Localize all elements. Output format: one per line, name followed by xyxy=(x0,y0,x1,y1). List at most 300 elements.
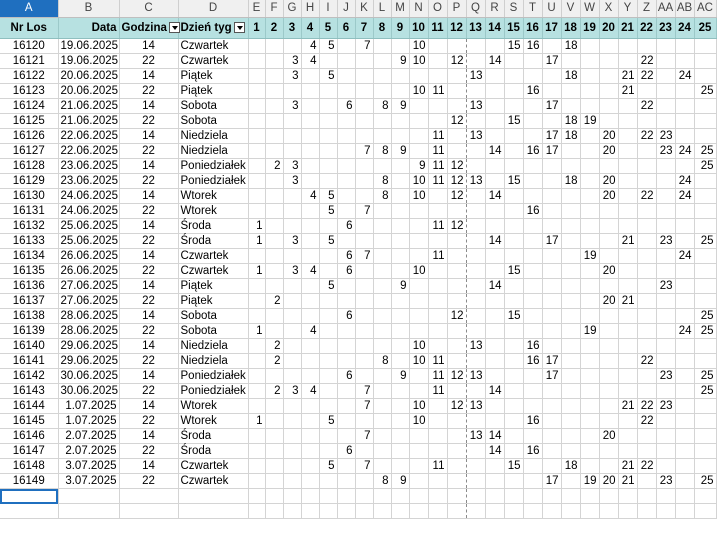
date-cell[interactable]: 2.07.2025 xyxy=(58,444,119,459)
number-cell[interactable] xyxy=(675,204,694,219)
number-cell[interactable] xyxy=(283,294,301,309)
number-cell[interactable] xyxy=(409,279,428,294)
number-cell[interactable] xyxy=(656,84,675,99)
number-cell[interactable] xyxy=(265,129,283,144)
number-cell[interactable] xyxy=(675,429,694,444)
number-cell[interactable] xyxy=(391,294,409,309)
number-cell[interactable]: 8 xyxy=(373,174,391,189)
number-cell[interactable]: 17 xyxy=(542,474,561,489)
number-cell[interactable] xyxy=(319,219,337,234)
number-cell[interactable] xyxy=(248,369,265,384)
number-cell[interactable]: 25 xyxy=(694,369,716,384)
number-cell[interactable] xyxy=(265,474,283,489)
number-cell[interactable]: 2 xyxy=(265,159,283,174)
number-cell[interactable] xyxy=(409,249,428,264)
weekday-cell[interactable]: Poniedziałek xyxy=(178,369,248,384)
number-cell[interactable]: 6 xyxy=(337,249,355,264)
number-cell[interactable] xyxy=(409,129,428,144)
number-cell[interactable] xyxy=(542,69,561,84)
number-cell[interactable] xyxy=(265,264,283,279)
date-cell[interactable]: 2.07.2025 xyxy=(58,429,119,444)
number-cell[interactable] xyxy=(337,429,355,444)
number-cell[interactable]: 11 xyxy=(428,369,447,384)
weekday-cell[interactable]: Niedziela xyxy=(178,354,248,369)
hour-cell[interactable]: 22 xyxy=(119,324,178,339)
number-cell[interactable] xyxy=(265,174,283,189)
number-cell[interactable]: 11 xyxy=(428,144,447,159)
number-cell[interactable]: 23 xyxy=(656,369,675,384)
number-cell[interactable] xyxy=(447,294,466,309)
number-cell[interactable] xyxy=(319,84,337,99)
header-cell-4[interactable] xyxy=(301,18,319,39)
number-cell[interactable] xyxy=(561,234,580,249)
number-cell[interactable]: 13 xyxy=(466,129,485,144)
number-cell[interactable] xyxy=(599,459,618,474)
number-cell[interactable] xyxy=(265,444,283,459)
number-cell[interactable] xyxy=(599,249,618,264)
number-cell[interactable] xyxy=(637,114,656,129)
number-cell[interactable]: 8 xyxy=(373,189,391,204)
number-cell[interactable] xyxy=(656,114,675,129)
number-cell[interactable]: 17 xyxy=(542,54,561,69)
number-cell[interactable] xyxy=(337,354,355,369)
number-cell[interactable] xyxy=(409,114,428,129)
number-cell[interactable] xyxy=(637,324,656,339)
number-cell[interactable]: 21 xyxy=(618,459,637,474)
nr-los-cell[interactable]: 16132 xyxy=(0,219,58,234)
number-cell[interactable] xyxy=(391,129,409,144)
filter-dropdown-icon[interactable] xyxy=(234,22,245,33)
empty-cell[interactable] xyxy=(265,489,283,504)
number-cell[interactable] xyxy=(447,339,466,354)
empty-cell[interactable] xyxy=(58,489,119,504)
header-cell-godzina[interactable] xyxy=(119,18,178,39)
number-cell[interactable] xyxy=(675,84,694,99)
empty-cell[interactable] xyxy=(466,489,485,504)
number-cell[interactable]: 20 xyxy=(599,129,618,144)
number-cell[interactable] xyxy=(485,114,504,129)
date-cell[interactable]: 20.06.2025 xyxy=(58,69,119,84)
number-cell[interactable]: 15 xyxy=(504,309,523,324)
empty-cell[interactable] xyxy=(301,504,319,519)
number-cell[interactable] xyxy=(466,54,485,69)
number-cell[interactable] xyxy=(447,249,466,264)
number-cell[interactable]: 9 xyxy=(391,99,409,114)
weekday-cell[interactable]: Sobota xyxy=(178,99,248,114)
number-cell[interactable] xyxy=(561,189,580,204)
number-cell[interactable]: 10 xyxy=(409,189,428,204)
empty-cell[interactable] xyxy=(656,504,675,519)
number-cell[interactable] xyxy=(428,414,447,429)
number-cell[interactable]: 13 xyxy=(466,369,485,384)
nr-los-cell[interactable]: 16128 xyxy=(0,159,58,174)
number-cell[interactable] xyxy=(504,279,523,294)
number-cell[interactable] xyxy=(355,129,373,144)
date-cell[interactable]: 3.07.2025 xyxy=(58,474,119,489)
number-cell[interactable] xyxy=(337,174,355,189)
number-cell[interactable] xyxy=(504,144,523,159)
number-cell[interactable]: 21 xyxy=(618,234,637,249)
header-cell-16[interactable] xyxy=(523,18,542,39)
number-cell[interactable]: 23 xyxy=(656,234,675,249)
number-cell[interactable] xyxy=(355,264,373,279)
number-cell[interactable] xyxy=(694,54,716,69)
number-cell[interactable] xyxy=(637,444,656,459)
number-cell[interactable] xyxy=(599,54,618,69)
hour-cell[interactable]: 22 xyxy=(119,264,178,279)
number-cell[interactable] xyxy=(391,189,409,204)
number-cell[interactable]: 4 xyxy=(301,54,319,69)
number-cell[interactable] xyxy=(391,384,409,399)
number-cell[interactable]: 16 xyxy=(523,444,542,459)
number-cell[interactable] xyxy=(504,84,523,99)
number-cell[interactable]: 17 xyxy=(542,144,561,159)
hour-cell[interactable]: 22 xyxy=(119,294,178,309)
number-cell[interactable] xyxy=(599,84,618,99)
number-cell[interactable] xyxy=(561,54,580,69)
number-cell[interactable]: 6 xyxy=(337,309,355,324)
number-cell[interactable]: 10 xyxy=(409,399,428,414)
number-cell[interactable]: 15 xyxy=(504,114,523,129)
header-cell-5[interactable] xyxy=(319,18,337,39)
number-cell[interactable] xyxy=(523,174,542,189)
number-cell[interactable] xyxy=(391,174,409,189)
hour-cell[interactable]: 22 xyxy=(119,444,178,459)
number-cell[interactable] xyxy=(618,324,637,339)
date-cell[interactable]: 21.06.2025 xyxy=(58,99,119,114)
number-cell[interactable] xyxy=(248,54,265,69)
number-cell[interactable]: 8 xyxy=(373,144,391,159)
number-cell[interactable] xyxy=(675,54,694,69)
number-cell[interactable] xyxy=(409,309,428,324)
number-cell[interactable] xyxy=(391,204,409,219)
number-cell[interactable] xyxy=(542,279,561,294)
number-cell[interactable]: 17 xyxy=(542,369,561,384)
number-cell[interactable] xyxy=(523,429,542,444)
empty-cell[interactable] xyxy=(675,504,694,519)
column-header-b[interactable]: B xyxy=(58,0,119,18)
number-cell[interactable] xyxy=(637,384,656,399)
number-cell[interactable] xyxy=(248,474,265,489)
number-cell[interactable] xyxy=(283,444,301,459)
number-cell[interactable]: 9 xyxy=(391,279,409,294)
number-cell[interactable] xyxy=(561,339,580,354)
number-cell[interactable] xyxy=(391,339,409,354)
number-cell[interactable]: 15 xyxy=(504,39,523,54)
number-cell[interactable] xyxy=(580,309,599,324)
number-cell[interactable] xyxy=(265,459,283,474)
hour-cell[interactable]: 14 xyxy=(119,429,178,444)
number-cell[interactable] xyxy=(409,429,428,444)
number-cell[interactable] xyxy=(580,234,599,249)
number-cell[interactable] xyxy=(409,384,428,399)
number-cell[interactable]: 24 xyxy=(675,324,694,339)
number-cell[interactable] xyxy=(504,69,523,84)
number-cell[interactable] xyxy=(504,249,523,264)
empty-cell[interactable] xyxy=(409,504,428,519)
number-cell[interactable] xyxy=(675,384,694,399)
number-cell[interactable] xyxy=(355,354,373,369)
number-cell[interactable] xyxy=(485,459,504,474)
weekday-cell[interactable]: Czwartek xyxy=(178,39,248,54)
nr-los-cell[interactable]: 16138 xyxy=(0,309,58,324)
number-cell[interactable]: 14 xyxy=(485,429,504,444)
header-cell-11[interactable] xyxy=(428,18,447,39)
number-cell[interactable] xyxy=(561,159,580,174)
number-cell[interactable] xyxy=(301,129,319,144)
number-cell[interactable] xyxy=(428,339,447,354)
number-cell[interactable] xyxy=(301,444,319,459)
number-cell[interactable]: 24 xyxy=(675,249,694,264)
number-cell[interactable]: 16 xyxy=(523,84,542,99)
number-cell[interactable]: 12 xyxy=(447,54,466,69)
column-header-aa[interactable]: AA xyxy=(656,0,675,18)
number-cell[interactable] xyxy=(542,189,561,204)
number-cell[interactable]: 22 xyxy=(637,99,656,114)
date-cell[interactable]: 29.06.2025 xyxy=(58,354,119,369)
number-cell[interactable] xyxy=(337,414,355,429)
weekday-cell[interactable]: Piątek xyxy=(178,294,248,309)
number-cell[interactable] xyxy=(391,354,409,369)
number-cell[interactable] xyxy=(391,69,409,84)
number-cell[interactable]: 12 xyxy=(447,114,466,129)
number-cell[interactable]: 3 xyxy=(283,99,301,114)
number-cell[interactable] xyxy=(618,144,637,159)
number-cell[interactable] xyxy=(447,99,466,114)
number-cell[interactable] xyxy=(504,444,523,459)
empty-cell[interactable] xyxy=(542,489,561,504)
empty-cell[interactable] xyxy=(542,504,561,519)
number-cell[interactable] xyxy=(504,129,523,144)
weekday-cell[interactable]: Wtorek xyxy=(178,399,248,414)
number-cell[interactable] xyxy=(301,99,319,114)
number-cell[interactable]: 5 xyxy=(319,189,337,204)
number-cell[interactable] xyxy=(656,189,675,204)
date-cell[interactable]: 27.06.2025 xyxy=(58,294,119,309)
number-cell[interactable] xyxy=(599,69,618,84)
number-cell[interactable] xyxy=(599,309,618,324)
header-cell-7[interactable] xyxy=(355,18,373,39)
number-cell[interactable] xyxy=(618,174,637,189)
number-cell[interactable]: 13 xyxy=(466,399,485,414)
number-cell[interactable] xyxy=(373,69,391,84)
number-cell[interactable]: 20 xyxy=(599,144,618,159)
number-cell[interactable] xyxy=(409,204,428,219)
number-cell[interactable] xyxy=(409,369,428,384)
number-cell[interactable] xyxy=(599,279,618,294)
number-cell[interactable] xyxy=(409,324,428,339)
nr-los-cell[interactable]: 16142 xyxy=(0,369,58,384)
empty-cell[interactable] xyxy=(599,504,618,519)
number-cell[interactable] xyxy=(485,264,504,279)
empty-cell[interactable] xyxy=(637,504,656,519)
empty-cell[interactable] xyxy=(428,489,447,504)
number-cell[interactable] xyxy=(694,189,716,204)
number-cell[interactable] xyxy=(355,219,373,234)
nr-los-cell[interactable]: 16146 xyxy=(0,429,58,444)
number-cell[interactable] xyxy=(694,459,716,474)
number-cell[interactable] xyxy=(618,114,637,129)
empty-cell[interactable] xyxy=(58,504,119,519)
number-cell[interactable] xyxy=(580,459,599,474)
nr-los-cell[interactable]: 16125 xyxy=(0,114,58,129)
empty-cell[interactable] xyxy=(561,504,580,519)
number-cell[interactable] xyxy=(675,129,694,144)
number-cell[interactable] xyxy=(485,414,504,429)
hour-cell[interactable]: 14 xyxy=(119,249,178,264)
number-cell[interactable] xyxy=(391,219,409,234)
number-cell[interactable]: 14 xyxy=(485,54,504,69)
number-cell[interactable] xyxy=(675,114,694,129)
column-header-p[interactable]: P xyxy=(447,0,466,18)
number-cell[interactable] xyxy=(580,294,599,309)
number-cell[interactable] xyxy=(542,324,561,339)
number-cell[interactable] xyxy=(283,369,301,384)
number-cell[interactable] xyxy=(485,354,504,369)
number-cell[interactable] xyxy=(447,429,466,444)
number-cell[interactable] xyxy=(265,219,283,234)
empty-cell[interactable] xyxy=(637,489,656,504)
date-cell[interactable]: 30.06.2025 xyxy=(58,369,119,384)
number-cell[interactable] xyxy=(637,309,656,324)
number-cell[interactable] xyxy=(542,429,561,444)
number-cell[interactable] xyxy=(637,174,656,189)
number-cell[interactable]: 16 xyxy=(523,204,542,219)
number-cell[interactable] xyxy=(580,129,599,144)
empty-cell[interactable] xyxy=(656,489,675,504)
empty-cell[interactable] xyxy=(0,504,58,519)
number-cell[interactable] xyxy=(466,384,485,399)
number-cell[interactable] xyxy=(485,69,504,84)
number-cell[interactable]: 20 xyxy=(599,294,618,309)
number-cell[interactable]: 12 xyxy=(447,399,466,414)
number-cell[interactable] xyxy=(656,219,675,234)
number-cell[interactable]: 13 xyxy=(466,69,485,84)
number-cell[interactable] xyxy=(319,159,337,174)
empty-cell[interactable] xyxy=(373,504,391,519)
number-cell[interactable] xyxy=(618,429,637,444)
number-cell[interactable] xyxy=(301,234,319,249)
number-cell[interactable]: 4 xyxy=(301,384,319,399)
number-cell[interactable]: 6 xyxy=(337,99,355,114)
nr-los-cell[interactable]: 16139 xyxy=(0,324,58,339)
number-cell[interactable] xyxy=(656,414,675,429)
number-cell[interactable] xyxy=(428,189,447,204)
number-cell[interactable] xyxy=(599,159,618,174)
number-cell[interactable] xyxy=(504,369,523,384)
number-cell[interactable] xyxy=(428,324,447,339)
number-cell[interactable] xyxy=(337,39,355,54)
number-cell[interactable]: 2 xyxy=(265,339,283,354)
number-cell[interactable] xyxy=(373,444,391,459)
number-cell[interactable] xyxy=(355,189,373,204)
weekday-cell[interactable]: Czwartek xyxy=(178,249,248,264)
number-cell[interactable] xyxy=(523,369,542,384)
number-cell[interactable]: 2 xyxy=(265,294,283,309)
number-cell[interactable]: 3 xyxy=(283,234,301,249)
number-cell[interactable]: 4 xyxy=(301,189,319,204)
number-cell[interactable] xyxy=(694,69,716,84)
number-cell[interactable] xyxy=(542,459,561,474)
number-cell[interactable] xyxy=(301,369,319,384)
number-cell[interactable] xyxy=(561,309,580,324)
number-cell[interactable]: 1 xyxy=(248,414,265,429)
number-cell[interactable] xyxy=(694,264,716,279)
hour-cell[interactable]: 14 xyxy=(119,39,178,54)
number-cell[interactable] xyxy=(319,144,337,159)
number-cell[interactable] xyxy=(504,219,523,234)
date-cell[interactable]: 22.06.2025 xyxy=(58,129,119,144)
number-cell[interactable]: 10 xyxy=(409,174,428,189)
date-cell[interactable]: 3.07.2025 xyxy=(58,459,119,474)
number-cell[interactable] xyxy=(319,384,337,399)
number-cell[interactable] xyxy=(355,234,373,249)
number-cell[interactable] xyxy=(694,219,716,234)
date-cell[interactable]: 28.06.2025 xyxy=(58,309,119,324)
empty-cell[interactable] xyxy=(561,489,580,504)
number-cell[interactable] xyxy=(694,444,716,459)
empty-cell[interactable] xyxy=(355,489,373,504)
number-cell[interactable]: 13 xyxy=(466,339,485,354)
number-cell[interactable] xyxy=(694,279,716,294)
number-cell[interactable] xyxy=(542,339,561,354)
number-cell[interactable] xyxy=(561,294,580,309)
nr-los-cell[interactable]: 16137 xyxy=(0,294,58,309)
number-cell[interactable] xyxy=(675,459,694,474)
number-cell[interactable] xyxy=(637,294,656,309)
date-cell[interactable]: 27.06.2025 xyxy=(58,279,119,294)
number-cell[interactable] xyxy=(373,459,391,474)
number-cell[interactable] xyxy=(283,204,301,219)
number-cell[interactable]: 19 xyxy=(580,249,599,264)
number-cell[interactable] xyxy=(694,294,716,309)
number-cell[interactable]: 8 xyxy=(373,99,391,114)
empty-cell[interactable] xyxy=(337,489,355,504)
number-cell[interactable] xyxy=(265,114,283,129)
number-cell[interactable] xyxy=(265,144,283,159)
number-cell[interactable] xyxy=(301,309,319,324)
empty-cell[interactable] xyxy=(265,504,283,519)
empty-cell[interactable] xyxy=(283,504,301,519)
number-cell[interactable] xyxy=(504,294,523,309)
number-cell[interactable] xyxy=(466,249,485,264)
number-cell[interactable] xyxy=(355,474,373,489)
number-cell[interactable] xyxy=(561,414,580,429)
number-cell[interactable] xyxy=(248,174,265,189)
number-cell[interactable] xyxy=(542,294,561,309)
empty-cell[interactable] xyxy=(447,504,466,519)
number-cell[interactable] xyxy=(248,249,265,264)
number-cell[interactable]: 13 xyxy=(466,99,485,114)
number-cell[interactable]: 13 xyxy=(466,174,485,189)
number-cell[interactable] xyxy=(656,54,675,69)
number-cell[interactable] xyxy=(542,174,561,189)
number-cell[interactable]: 11 xyxy=(428,459,447,474)
number-cell[interactable] xyxy=(409,459,428,474)
header-cell-2[interactable] xyxy=(265,18,283,39)
number-cell[interactable] xyxy=(599,369,618,384)
number-cell[interactable] xyxy=(428,444,447,459)
number-cell[interactable] xyxy=(355,339,373,354)
number-cell[interactable] xyxy=(391,84,409,99)
date-cell[interactable]: 25.06.2025 xyxy=(58,219,119,234)
date-cell[interactable]: 19.06.2025 xyxy=(58,54,119,69)
number-cell[interactable] xyxy=(580,174,599,189)
number-cell[interactable] xyxy=(542,204,561,219)
number-cell[interactable]: 24 xyxy=(675,174,694,189)
number-cell[interactable] xyxy=(694,414,716,429)
number-cell[interactable] xyxy=(599,204,618,219)
